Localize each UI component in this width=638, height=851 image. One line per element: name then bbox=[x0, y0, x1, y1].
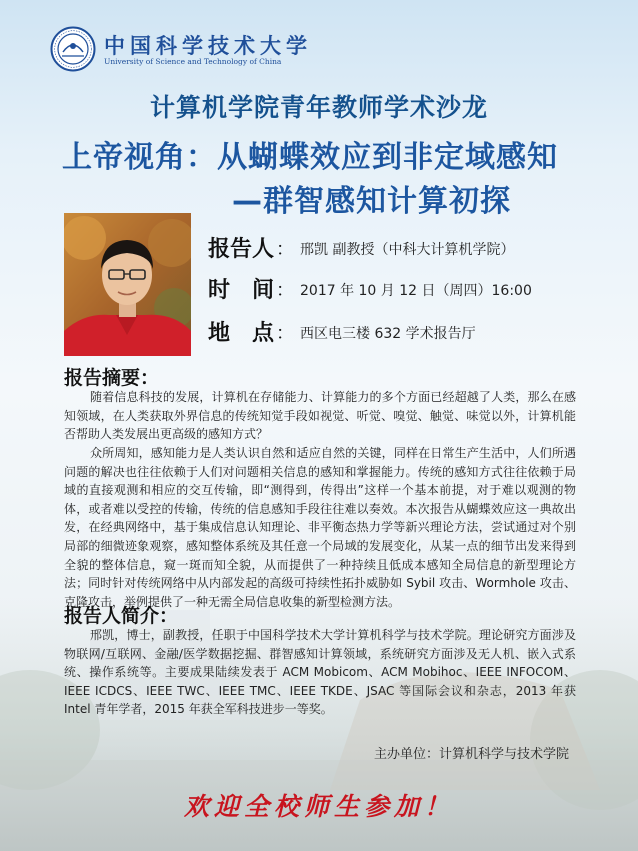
welcome-banner: 欢迎全校师生参加！ bbox=[183, 792, 454, 821]
time-label: 时 间 bbox=[208, 278, 275, 303]
bio-heading: 报告人简介： bbox=[64, 605, 179, 627]
salon-title: 计算机学院青年教师学术沙龙 bbox=[149, 93, 488, 122]
abstract-heading: 报告摘要： bbox=[64, 367, 160, 389]
university-name-en: University of Science and Technology of China bbox=[104, 57, 282, 66]
speaker-photo bbox=[64, 213, 191, 356]
place-value: 西区电三楼 632 学术报告厅 bbox=[300, 326, 476, 342]
organizer: 主办单位：计算机科学与技术学院 bbox=[374, 747, 570, 762]
place-separator: ： bbox=[276, 323, 294, 344]
university-name-cn: 中国科学技术大学 bbox=[104, 33, 312, 58]
speaker-separator: ： bbox=[276, 239, 294, 260]
place-label: 地 点 bbox=[208, 321, 275, 346]
talk-title-line2: —群智感知计算初探 bbox=[232, 184, 511, 219]
abstract-paragraph-1: 随着信息科技的发展，计算机在存储能力、计算能力的多个方面已经超越了人类，那么在感知领域，在人类获取外界信息的传统知觉手段如视觉、听觉、嗅觉、触觉、味觉以外，计算机能否帮助人类发展出更高级的感知方式？ bbox=[64, 390, 576, 442]
university-seal-icon bbox=[50, 26, 96, 72]
abstract-paragraph-2: 众所周知，感知能力是人类认识自然和适应自然的关键，同样在日常生产生活中，人们所遇问题的解决也往往依赖于人们对问题相关信息的感知和掌握能力。传统的感知方式往往依赖于局域的直接观测和相应的交互传输，即“测得到，传得出”这样一个基本前提，对于难以观测的物体，或者难以受控的传输，传统的信息感知手段往往难以奏效。本次报告从蝴蝶效应这一典故出发，在经典网络中，基于集成信息认知理论、非平衡态热力学等新兴理论方法，尝试通过对个别局部的细微迹象观察，感知整体系统及其任意一个局域的发展变化，从某一点的细节出发来得到全貌的整体信息，窥一斑而知全貌，从而提供了一种持续且低成本感知全局信息的新型理论方法；同时针对传统网络中从内部发起的高级可持续性拓扑威胁如 Sybil 攻击、Wormhole 攻击、克隆攻击，举例提供了一种无需全局信息收集的新型检测方法。 bbox=[64, 446, 576, 609]
talk-title-line1: 上帝视角：从蝴蝶效应到非定域感知 bbox=[62, 140, 558, 175]
bio-paragraph: 邢凯，博士，副教授，任职于中国科学技术大学计算机科学与技术学院。理论研究方面涉及物联网/互联网、金融/医学数据挖掘、群智感知计算领域，系统研究方面涉及无人机、嵌入式系统、操作系统等。主要成果陆续发表于 ACM Mobicom、ACM Mobihoc、IEEE INFOCOM、IEEE ICDCS、IEEE TWC、IEEE TMC、IEEE TKDE、JSAC 等国际会议和杂志，2013 年获 Intel 青年学者，2015 年获全军科技进步一等奖。 bbox=[64, 628, 576, 717]
time-value: 2017 年 10 月 12 日（周四）16:00 bbox=[300, 283, 532, 299]
speaker-value: 邢凯 副教授（中科大计算机学院） bbox=[300, 242, 515, 258]
speaker-label: 报告人 bbox=[208, 237, 275, 262]
time-separator: ： bbox=[276, 280, 294, 301]
